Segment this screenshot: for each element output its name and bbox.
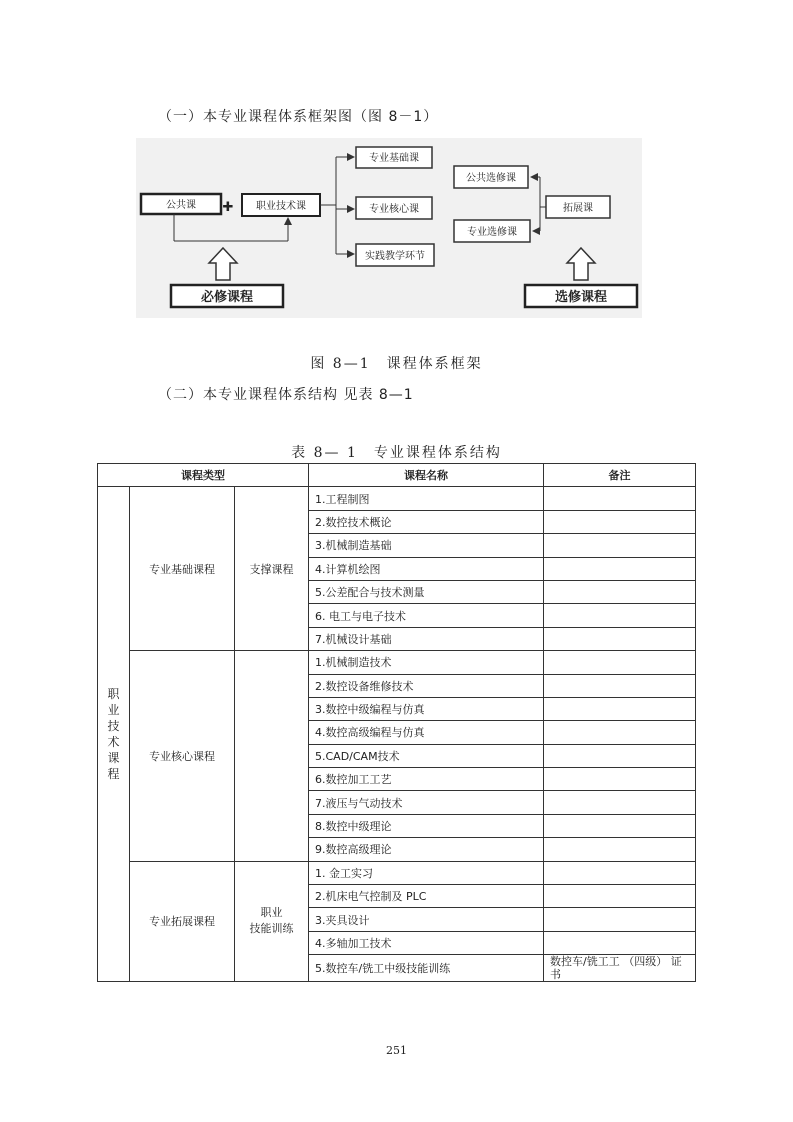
extension-course-label: 拓展课 (563, 203, 593, 214)
course-name: 1. 金工实习 (309, 861, 544, 884)
remark-cell (544, 791, 696, 814)
page-number: 251 (386, 1044, 407, 1057)
course-name: 3.数控中级编程与仿真 (309, 697, 544, 720)
table-header-row (98, 464, 696, 487)
group-name-extension: 专业拓展课程 (130, 861, 235, 982)
remark-cell-certificate: 数控车/铣工工 （四级） 证书 (544, 955, 696, 982)
remark-cell (544, 674, 696, 697)
remark-cell (544, 604, 696, 627)
course-name: 4.数控高级编程与仿真 (309, 721, 544, 744)
course-framework-diagram (136, 138, 642, 318)
group-sub-basic: 支撑课程 (235, 487, 309, 651)
remark-cell (544, 885, 696, 908)
header-course-name: 课程名称 (309, 464, 544, 487)
course-name: 5.数控车/铣工中级技能训练 (309, 955, 544, 982)
course-name: 3.夹具设计 (309, 908, 544, 931)
course-name: 4.多轴加工技术 (309, 931, 544, 954)
remark-cell (544, 861, 696, 884)
remark-cell (544, 908, 696, 931)
up-arrow-icon (209, 248, 237, 280)
course-name: 5.公差配合与技术测量 (309, 580, 544, 603)
remark-cell (544, 697, 696, 720)
course-name: 3.机械制造基础 (309, 534, 544, 557)
group-name-core: 专业核心课程 (130, 651, 235, 862)
course-name: 4.计算机绘图 (309, 557, 544, 580)
course-name: 6.数控加工工艺 (309, 768, 544, 791)
course-name: 2.机床电气控制及 PLC (309, 885, 544, 908)
table-row (98, 651, 696, 674)
remark-cell (544, 580, 696, 603)
group-sub-core (235, 651, 309, 862)
course-name: 8.数控中级理论 (309, 814, 544, 837)
remark-cell (544, 931, 696, 954)
category-label: 职 业 技 术 课 程 (107, 687, 120, 782)
course-structure-table (97, 463, 696, 982)
course-name: 2.数控技术概论 (309, 510, 544, 533)
practice-label: 实践教学环节 (365, 251, 425, 262)
remark-cell (544, 721, 696, 744)
group-sub-extension: 职业 技能训练 (249, 906, 294, 936)
figure-caption: 图 8—1 课程体系框架 (310, 356, 483, 372)
category-cell (98, 487, 130, 982)
remark-cell (544, 651, 696, 674)
course-name: 7.机械设计基础 (309, 627, 544, 650)
major-core-label: 专业核心课 (369, 204, 419, 215)
up-arrow-icon-right (567, 248, 595, 280)
remark-cell (544, 557, 696, 580)
course-name: 9.数控高级理论 (309, 838, 544, 861)
major-elective-label: 专业选修课 (467, 227, 517, 238)
header-remark: 备注 (544, 464, 696, 487)
remark-cell (544, 627, 696, 650)
section-heading-framework: （一）本专业课程体系框架图（图 8－1） (158, 109, 439, 125)
vocational-course-label: 职业技术课 (256, 201, 306, 212)
public-elective-label: 公共选修课 (466, 173, 516, 184)
course-name: 1.机械制造技术 (309, 651, 544, 674)
remark-cell (544, 814, 696, 837)
header-course-type: 课程类型 (98, 464, 309, 487)
table-row (98, 487, 696, 510)
table-row (98, 861, 696, 884)
remark-cell (544, 768, 696, 791)
table-caption: 表 8— 1 专业课程体系结构 (291, 445, 502, 461)
group-name-basic: 专业基础课程 (130, 487, 235, 651)
course-name: 6. 电工与电子技术 (309, 604, 544, 627)
remark-cell (544, 510, 696, 533)
elective-course-label: 选修课程 (554, 290, 608, 305)
remark-cell (544, 487, 696, 510)
course-name: 5.CAD/CAM技术 (309, 744, 544, 767)
plus-icon: ✚ (222, 200, 234, 215)
major-basic-label: 专业基础课 (369, 153, 419, 164)
course-name: 7.液压与气动技术 (309, 791, 544, 814)
course-name: 1.工程制图 (309, 487, 544, 510)
course-name: 2.数控设备维修技术 (309, 674, 544, 697)
required-course-label: 必修课程 (200, 290, 254, 305)
remark-cell (544, 838, 696, 861)
remark-cell (544, 534, 696, 557)
public-course-label: 公共课 (166, 200, 196, 211)
group-sub-extension-cell (235, 861, 309, 982)
section-heading-structure: （二）本专业课程体系结构 见表 8—1 (158, 387, 414, 403)
remark-cell (544, 744, 696, 767)
